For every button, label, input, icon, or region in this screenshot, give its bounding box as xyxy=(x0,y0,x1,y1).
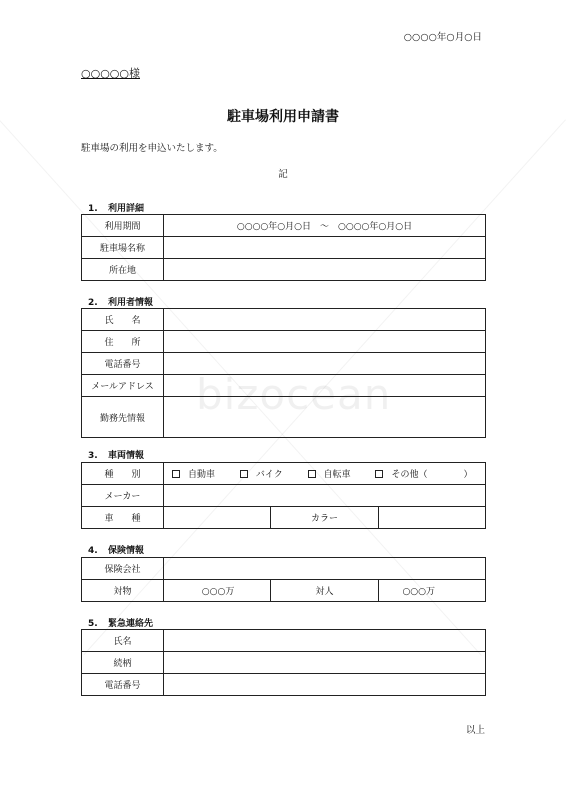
emergency-name-label: 氏名 xyxy=(82,630,164,652)
watermark-logo: bizocean xyxy=(196,370,392,419)
applicant-address-label: 住 所 xyxy=(82,331,164,353)
section-title: 緊急連絡先 xyxy=(108,619,154,629)
model-field[interactable] xyxy=(164,507,271,529)
applicant-address-field[interactable] xyxy=(164,331,486,353)
usage-table xyxy=(81,214,486,281)
table-row xyxy=(82,215,486,237)
applicant-email-label: メールアドレス xyxy=(82,375,164,397)
table-row xyxy=(82,580,486,602)
period-field[interactable]: ○○○○年○月○日 ～ ○○○○年○月○日 xyxy=(164,215,486,237)
document-title: 駐車場利用申請書 xyxy=(227,109,339,125)
table-row xyxy=(82,674,486,696)
parking-name-field[interactable] xyxy=(164,237,486,259)
workplace-label: 勤務先情報 xyxy=(82,397,164,438)
address-label: 所在地 xyxy=(82,259,164,281)
parking-name-label: 駐車場名称 xyxy=(82,237,164,259)
applicant-phone-field[interactable] xyxy=(164,353,486,375)
emergency-relation-field[interactable] xyxy=(164,652,486,674)
table-row xyxy=(82,237,486,259)
workplace-field[interactable] xyxy=(164,397,486,438)
insurance-company-field[interactable] xyxy=(164,558,486,580)
applicant-phone-label: 電話番号 xyxy=(82,353,164,375)
vehicle-option-bicycle[interactable]: 自転車 xyxy=(308,467,351,480)
section-title: 保険情報 xyxy=(108,546,145,556)
emergency-table xyxy=(81,629,486,696)
section-number: 1. xyxy=(88,204,98,214)
table-row xyxy=(82,652,486,674)
person-value[interactable]: ○○○万 xyxy=(378,580,485,602)
vehicle-option-other[interactable]: その他（ ） xyxy=(375,467,472,480)
vehicle-table xyxy=(81,462,486,529)
maker-field[interactable] xyxy=(164,485,486,507)
section-heading-insurance xyxy=(88,543,144,556)
address-field[interactable] xyxy=(164,259,486,281)
section-number: 5. xyxy=(88,619,98,629)
section-title: 利用詳細 xyxy=(108,204,145,214)
section-title: 利用者情報 xyxy=(108,298,154,308)
table-row xyxy=(82,485,486,507)
color-label: カラー xyxy=(271,507,378,529)
insurance-company-label: 保険会社 xyxy=(82,558,164,580)
table-row xyxy=(82,375,486,397)
section-title: 車両情報 xyxy=(108,451,145,461)
closing-text: 以上 xyxy=(465,725,485,736)
section-heading-vehicle xyxy=(88,448,144,461)
applicant-email-field[interactable] xyxy=(164,375,486,397)
vehicle-option-bike[interactable]: バイク xyxy=(240,467,283,480)
vehicle-type-label: 種 別 xyxy=(82,463,164,485)
vehicle-type-options xyxy=(164,463,486,485)
checkbox[interactable] xyxy=(240,470,248,478)
applicant-name-label: 氏 名 xyxy=(82,309,164,331)
person-label: 対人 xyxy=(271,580,378,602)
vehicle-option-car[interactable]: 自動車 xyxy=(172,467,215,480)
emergency-relation-label: 続柄 xyxy=(82,652,164,674)
property-label: 対物 xyxy=(82,580,164,602)
document-date: ○○○○年○月○日 xyxy=(403,32,482,43)
checkbox[interactable] xyxy=(375,470,383,478)
table-row xyxy=(82,463,486,485)
ki-marker: 記 xyxy=(278,169,288,180)
color-field[interactable] xyxy=(378,507,485,529)
checkbox[interactable] xyxy=(172,470,180,478)
table-row xyxy=(82,630,486,652)
table-row xyxy=(82,397,486,438)
insurance-table xyxy=(81,557,486,602)
section-number: 3. xyxy=(88,451,98,461)
table-row xyxy=(82,331,486,353)
model-label: 車 種 xyxy=(82,507,164,529)
section-heading-usage xyxy=(88,201,144,214)
period-label: 利用期間 xyxy=(82,215,164,237)
table-row xyxy=(82,259,486,281)
section-heading-applicant xyxy=(88,295,153,308)
intro-text: 駐車場の利用を申込いたします。 xyxy=(81,143,223,154)
checkbox[interactable] xyxy=(308,470,316,478)
section-number: 4. xyxy=(88,546,98,556)
table-row xyxy=(82,507,486,529)
table-row xyxy=(82,353,486,375)
maker-label: メーカー xyxy=(82,485,164,507)
section-heading-emergency xyxy=(88,616,153,629)
section-number: 2. xyxy=(88,298,98,308)
applicant-name-field[interactable] xyxy=(164,309,486,331)
addressee: ○○○○○様 xyxy=(81,67,140,80)
applicant-table xyxy=(81,308,486,438)
table-row xyxy=(82,558,486,580)
emergency-phone-label: 電話番号 xyxy=(82,674,164,696)
emergency-phone-field[interactable] xyxy=(164,674,486,696)
property-value[interactable]: ○○○万 xyxy=(164,580,271,602)
table-row xyxy=(82,309,486,331)
emergency-name-field[interactable] xyxy=(164,630,486,652)
